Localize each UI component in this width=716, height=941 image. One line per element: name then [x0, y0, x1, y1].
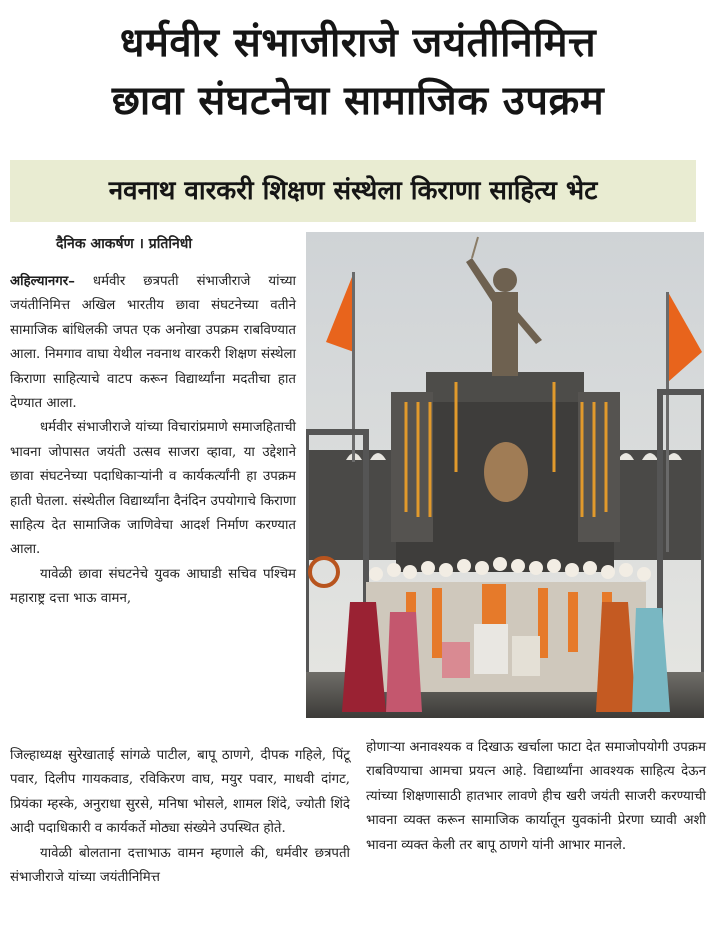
- paragraph-4: यावेळी बोलताना दत्ताभाऊ वामन म्हणाले की, धर्मवीर छत्रपती संभाजीराजे यांच्या जयंतीनिमित्त: [10, 845, 350, 886]
- paragraph-1-text: धर्मवीर छत्रपती संभाजीराजे यांच्या जयंतीनिमित्त अखिल भारतीय छावा संघटनेच्या वतीने सामाजिक बांधिलकी जपत एक अनोखा उपक्रम राबविण्यात आला. निमगाव वाघा येथील नवनाथ वारकरी शिक्षण संस्थेला किराणा साहित्याचे वाटप करून विद्यार्थ्यांना मदतीचा हात देण्यात आला.: [10, 274, 296, 412]
- byline: दैनिक आकर्षण । प्रतिनिधी: [56, 236, 192, 252]
- headline-line-1: धर्मवीर संभाजीराजे जयंतीनिमित्त: [119, 20, 597, 66]
- article-column-right: [366, 736, 706, 858]
- article-column-left-top: [10, 270, 296, 612]
- headline: [0, 14, 716, 130]
- subheadline: नवनाथ वारकरी शिक्षण संस्थेला किराणा साहित्य भेट: [108, 176, 598, 206]
- subheadline-banner: [10, 160, 696, 222]
- article-column-left-bottom: [10, 744, 350, 890]
- paragraph-5: होणाऱ्या अनावश्यक व दिखाऊ खर्चाला फाटा देत समाजोपयोगी उपक्रम राबविण्याचा आमचा प्रयत्न आहे. विद्यार्थ्यांना आवश्यक साहित्य देऊन त्यांच्या शिक्षणासाठी हातभार लावणे हीच खरी जयंती साजरी करण्याची भावना व्यक्त करून सामाजिक कार्यातून युवकांनी प्रेरणा घ्यावी अशी भावना व्यक्त केली तर बापू ठाणगे यांनी आभार मानले.: [366, 740, 706, 853]
- headline-line-2: छावा संघटनेचा सामाजिक उपक्रम: [111, 78, 605, 124]
- event-photo: [306, 232, 704, 718]
- dateline-place: अहिल्यानगर–: [10, 274, 75, 289]
- paragraph-3b: जिल्हाध्यक्ष सुरेखाताई सांगळे पाटील, बापू ठाणगे, दीपक गहिले, पिंटू पवार, दिलीप गायकवाड, रविकिरण वाघ, मयुर पवार, माधवी दांगट, प्रियंका म्हस्के, अनुराधा सुरसे, मनिषा भोसले, शामल शिंदे, ज्योती शिंदे आदी पदाधिकारी व कार्यकर्ते मोठ्या संख्येने उपस्थित होते.: [10, 748, 350, 837]
- paragraph-3a: यावेळी छावा संघटनेचे युवक आघाडी सचिव पश्चिम महाराष्ट्र दत्ता भाऊ वामन,: [10, 566, 296, 607]
- paragraph-2: धर्मवीर संभाजीराजे यांच्या विचारांप्रमाणे समाजहिताची भावना जोपासत जयंती उत्सव साजरा व्हावा, या उद्देशाने छावा संघटनेच्या पदाधिकाऱ्यांनी व कार्यकर्त्यांनी हा उपक्रम हाती घेतला. संस्थेतील विद्यार्थ्यांना दैनंदिन उपयोगाचे किराणा साहित्य देत सामाजिक जाणिवेचा आदर्श निर्माण करण्यात आला.: [10, 420, 296, 558]
- paragraph-1: [10, 270, 296, 416]
